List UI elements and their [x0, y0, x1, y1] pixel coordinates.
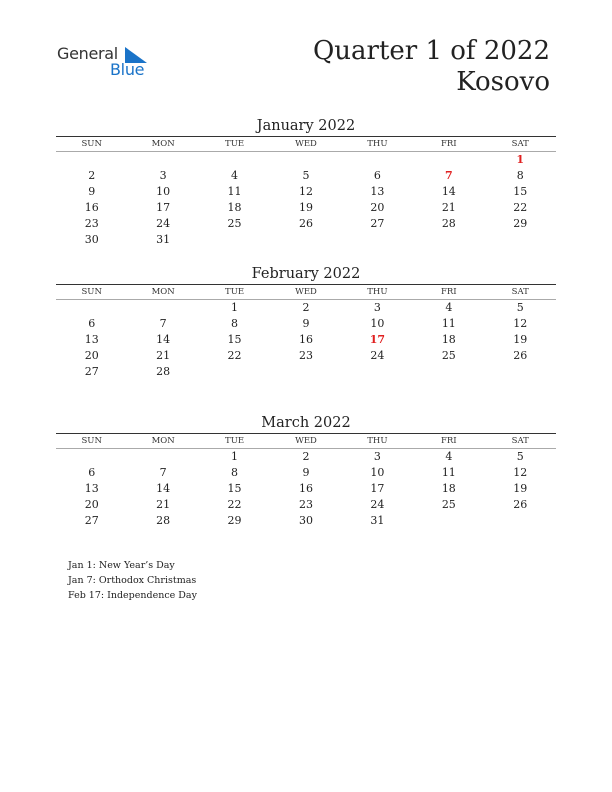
day-cell: 21 — [156, 349, 171, 362]
day-cell: 19 — [298, 201, 313, 214]
weekday-label: THU — [367, 139, 388, 149]
day-cell: 8 — [231, 466, 239, 479]
day-cell — [56, 152, 127, 168]
day-cell: 25 — [441, 498, 456, 511]
weekday-label: TUE — [225, 287, 245, 297]
day-cell: 18 — [227, 201, 242, 214]
day-cell: 25 — [441, 349, 456, 362]
weekday-label: SAT — [511, 139, 529, 149]
day-cell: 4 — [231, 169, 239, 182]
day-cell: 15 — [513, 185, 528, 198]
day-cell — [199, 152, 270, 168]
day-cell: 12 — [513, 317, 528, 330]
holiday-note: Jan 7: Orthodox Christmas — [68, 575, 197, 586]
day-cell: 8 — [231, 317, 239, 330]
day-cell — [485, 364, 556, 380]
day-cell — [270, 232, 341, 248]
day-cell: 13 — [84, 333, 99, 346]
week-row — [56, 364, 556, 380]
day-cell: 4 — [445, 450, 453, 463]
day-cell — [270, 364, 341, 380]
week-row — [56, 316, 556, 332]
day-cell: 7 — [159, 317, 167, 330]
day-cell: 13 — [84, 482, 99, 495]
day-cell: 31 — [156, 233, 171, 246]
day-cell: 14 — [441, 185, 456, 198]
day-cell — [270, 152, 341, 168]
day-cell: 20 — [84, 349, 99, 362]
brand-general-text: General — [57, 44, 118, 63]
day-cell: 21 — [156, 498, 171, 511]
weekday-label: TUE — [225, 436, 245, 446]
day-cell: 28 — [156, 514, 171, 527]
day-cell: 17 — [156, 201, 171, 214]
week-row — [56, 184, 556, 200]
weekday-label: SAT — [511, 287, 529, 297]
day-cell: 27 — [370, 217, 385, 230]
day-cell: 10 — [370, 466, 385, 479]
week-row — [56, 449, 556, 465]
day-cell: 28 — [156, 365, 171, 378]
day-cell — [485, 232, 556, 248]
brand-blue-text: Blue — [110, 60, 145, 79]
weekday-label: FRI — [440, 436, 457, 446]
day-cell: 6 — [88, 466, 96, 479]
day-cell — [199, 232, 270, 248]
week-row — [56, 513, 556, 529]
week-row — [56, 152, 556, 168]
day-cell: 3 — [159, 169, 167, 182]
day-cell: 13 — [370, 185, 385, 198]
day-cell: 23 — [298, 498, 313, 511]
day-cell: 29 — [227, 514, 242, 527]
day-cell — [199, 364, 270, 380]
day-cell: 21 — [441, 201, 456, 214]
weekday-label: WED — [295, 287, 317, 297]
day-cell: 16 — [84, 201, 99, 214]
weekday-label: TUE — [225, 139, 245, 149]
holiday-date: 17 — [369, 333, 386, 346]
day-cell — [413, 364, 484, 380]
weekday-label: FRI — [440, 287, 457, 297]
week-row — [56, 216, 556, 232]
weekday-label: SUN — [81, 139, 102, 149]
day-cell: 20 — [370, 201, 385, 214]
weekday-header — [56, 434, 556, 449]
day-cell: 3 — [373, 301, 381, 314]
day-cell: 14 — [156, 482, 171, 495]
day-cell: 27 — [84, 365, 99, 378]
day-cell — [342, 232, 413, 248]
day-cell: 2 — [302, 301, 310, 314]
day-cell: 7 — [159, 466, 167, 479]
day-cell: 25 — [227, 217, 242, 230]
day-cell — [413, 152, 484, 168]
day-cell — [342, 152, 413, 168]
weekday-label: SAT — [511, 436, 529, 446]
day-cell: 10 — [370, 317, 385, 330]
day-cell: 5 — [302, 169, 310, 182]
day-cell: 10 — [156, 185, 171, 198]
day-cell: 31 — [370, 514, 385, 527]
weekday-label: THU — [367, 287, 388, 297]
week-row — [56, 465, 556, 481]
month-title: January 2022 — [256, 118, 356, 134]
week-row — [56, 200, 556, 216]
weekday-label: FRI — [440, 139, 457, 149]
day-cell: 1 — [231, 301, 239, 314]
day-cell — [413, 513, 484, 529]
day-cell: 22 — [227, 349, 242, 362]
day-cell: 8 — [516, 169, 524, 182]
day-cell: 4 — [445, 301, 453, 314]
day-cell: 11 — [441, 466, 456, 479]
day-cell: 22 — [513, 201, 528, 214]
day-cell: 30 — [298, 514, 313, 527]
day-cell: 26 — [513, 349, 528, 362]
holiday-date: 1 — [516, 153, 525, 166]
day-cell: 17 — [370, 482, 385, 495]
day-cell: 26 — [298, 217, 313, 230]
day-cell: 6 — [88, 317, 96, 330]
day-cell: 1 — [231, 450, 239, 463]
month-title: February 2022 — [251, 266, 361, 282]
week-row — [56, 481, 556, 497]
weekday-label: SUN — [81, 287, 102, 297]
day-cell: 18 — [441, 333, 456, 346]
week-row — [56, 497, 556, 513]
weekday-label: WED — [295, 436, 317, 446]
holiday-date: 7 — [444, 169, 453, 182]
weekday-label: MON — [151, 287, 175, 297]
day-cell: 14 — [156, 333, 171, 346]
month-march — [56, 413, 556, 529]
day-cell: 30 — [84, 233, 99, 246]
day-cell: 15 — [227, 482, 242, 495]
day-cell: 12 — [513, 466, 528, 479]
day-cell: 24 — [370, 498, 385, 511]
week-row — [56, 232, 556, 248]
day-cell: 9 — [88, 185, 96, 198]
day-cell: 5 — [516, 450, 524, 463]
day-cell: 2 — [88, 169, 96, 182]
day-cell: 24 — [370, 349, 385, 362]
day-cell: 11 — [441, 317, 456, 330]
week-row — [56, 348, 556, 364]
day-cell — [127, 300, 198, 316]
day-cell — [342, 364, 413, 380]
month-january — [56, 116, 556, 248]
day-cell: 29 — [513, 217, 528, 230]
week-row — [56, 168, 556, 184]
day-cell: 6 — [373, 169, 381, 182]
page-title — [313, 36, 550, 98]
day-cell — [56, 449, 127, 465]
day-cell: 23 — [298, 349, 313, 362]
day-cell: 24 — [156, 217, 171, 230]
weekday-label: THU — [367, 436, 388, 446]
week-row — [56, 332, 556, 348]
weekday-header — [56, 137, 556, 152]
month-february — [56, 264, 556, 380]
day-cell: 2 — [302, 450, 310, 463]
day-cell: 5 — [516, 301, 524, 314]
day-cell: 15 — [227, 333, 242, 346]
day-cell: 9 — [302, 317, 310, 330]
day-cell: 28 — [441, 217, 456, 230]
day-cell: 20 — [84, 498, 99, 511]
day-cell — [485, 513, 556, 529]
day-cell: 18 — [441, 482, 456, 495]
holiday-note: Jan 1: New Year’s Day — [68, 560, 175, 571]
title-country: Kosovo — [456, 67, 550, 97]
day-cell — [56, 300, 127, 316]
day-cell: 11 — [227, 185, 242, 198]
holiday-notes — [68, 558, 197, 603]
day-cell — [127, 152, 198, 168]
day-cell: 27 — [84, 514, 99, 527]
day-cell: 22 — [227, 498, 242, 511]
weekday-label: WED — [295, 139, 317, 149]
brand-logo — [57, 44, 157, 84]
day-cell: 16 — [298, 482, 313, 495]
weekday-label: SUN — [81, 436, 102, 446]
day-cell: 12 — [298, 185, 313, 198]
day-cell: 9 — [302, 466, 310, 479]
weekday-label: MON — [151, 436, 175, 446]
day-cell: 19 — [513, 482, 528, 495]
month-title: March 2022 — [261, 415, 351, 431]
day-cell: 3 — [373, 450, 381, 463]
day-cell — [127, 449, 198, 465]
day-cell: 19 — [513, 333, 528, 346]
title-quarter: Quarter 1 of 2022 — [312, 36, 550, 66]
day-cell — [413, 232, 484, 248]
week-row — [56, 300, 556, 316]
day-cell: 16 — [298, 333, 313, 346]
weekday-label: MON — [151, 139, 175, 149]
holiday-note: Feb 17: Independence Day — [68, 590, 197, 601]
day-cell: 23 — [84, 217, 99, 230]
weekday-header — [56, 285, 556, 300]
day-cell: 26 — [513, 498, 528, 511]
